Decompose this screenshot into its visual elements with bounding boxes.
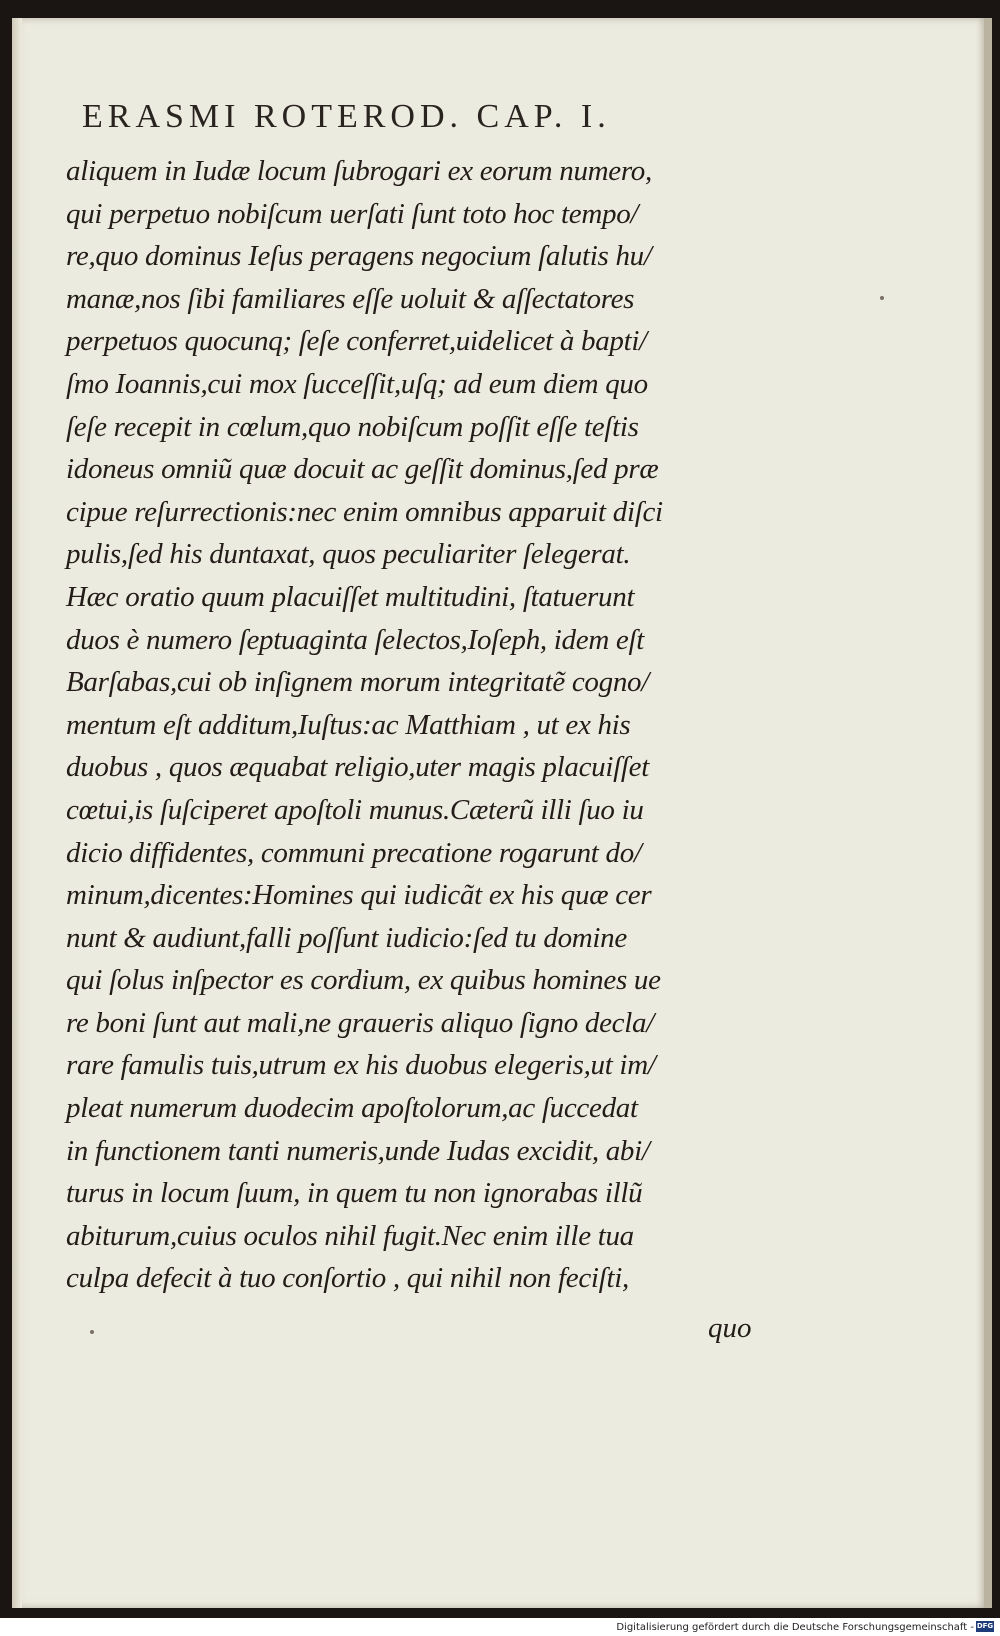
- text-line: mentum eſt additum,Iuſtus:ac Matthiam , ut ex his: [66, 708, 631, 741]
- text-line: nunt & audiunt,falli poſſunt iudicio:ſed tu domine: [66, 921, 627, 954]
- text-line: pleat numerum duodecim apoſtolorum,ac ſuccedat: [66, 1092, 638, 1125]
- text-line: pulis,ſed his duntaxat, quos peculiariter ſelegerat.: [66, 538, 631, 571]
- text-line: qui perpetuo nobiſcum uerſati ſunt toto hoc tempo/: [66, 197, 639, 230]
- text-line: dicio diffidentes, communi precatione rogarunt do/: [66, 836, 642, 869]
- body-text: [66, 150, 766, 1300]
- digitization-credit: Digitalisierung gefördert durch die Deutsche Forschungsgemeinschaft -: [616, 1622, 974, 1633]
- text-line: manæ,nos ſibi familiares eſſe uoluit & aſſectatores: [66, 282, 635, 315]
- text-line: cœtui,is ſuſciperet apoſtoli munus.Cæterũ illi ſuo iu: [66, 793, 644, 826]
- dfg-logo: DFG: [976, 1622, 994, 1630]
- text-line: aliquem in Iudæ locum ſubrogari ex eorum numero,: [66, 155, 652, 187]
- text-line: abiturum,cuius oculos nihil fugit.Nec enim ille tua: [66, 1219, 634, 1252]
- text-line: duos è numero ſeptuaginta ſelectos,Ioſeph, idem eſt: [66, 623, 644, 656]
- page-gutter-shadow: [12, 18, 22, 1608]
- text-line: duobus , quos æquabat religio,uter magis placuiſſet: [66, 751, 649, 784]
- running-head: ERASMI ROTEROD. CAP. I.: [82, 98, 611, 135]
- text-line: cipue reſurrectionis:nec enim omnibus apparuit diſci: [66, 495, 663, 528]
- paper-speck: [880, 296, 884, 300]
- text-line: re boni ſunt aut mali,ne graueris aliquo ſigno decla/: [66, 1006, 654, 1039]
- text-line: Barſabas,cui ob inſignem morum integritatẽ cogno/: [66, 666, 649, 699]
- text-line: culpa defecit à tuo conſortio , qui nihil non feciſti,: [66, 1262, 629, 1295]
- catchword: quo: [708, 1312, 752, 1344]
- text-line: in functionem tanti numeris,unde Iudas excidit, abi/: [66, 1134, 650, 1167]
- text-line: ſmo Ioannis,cui mox ſucceſſit,uſq; ad eum diem quo: [66, 367, 648, 400]
- text-line: idoneus omniũ quæ docuit ac geſſit dominus,ſed præ: [66, 453, 659, 486]
- text-line: re,quo dominus Ieſus peragens negocium ſalutis hu/: [66, 240, 652, 273]
- text-line: minum,dicentes:Homines qui iudicãt ex his quæ cer: [66, 879, 652, 912]
- paper-speck: [90, 1330, 94, 1334]
- text-line: rare famulis tuis,utrum ex his duobus elegeris,ut im/: [66, 1049, 656, 1082]
- text-line: turus in locum ſuum, in quem tu non ignorabas illũ: [66, 1177, 643, 1210]
- text-line: qui ſolus inſpector es cordium, ex quibus homines ue: [66, 964, 661, 997]
- text-line: ſeſe recepit in cœlum,quo nobiſcum poſſit eſſe teſtis: [66, 410, 639, 443]
- text-line: perpetuos quocunq; ſeſe conferret,uidelicet à bapti/: [66, 325, 647, 358]
- text-line: Hæc oratio quum placuiſſet multitudini, ſtatuerunt: [66, 580, 635, 613]
